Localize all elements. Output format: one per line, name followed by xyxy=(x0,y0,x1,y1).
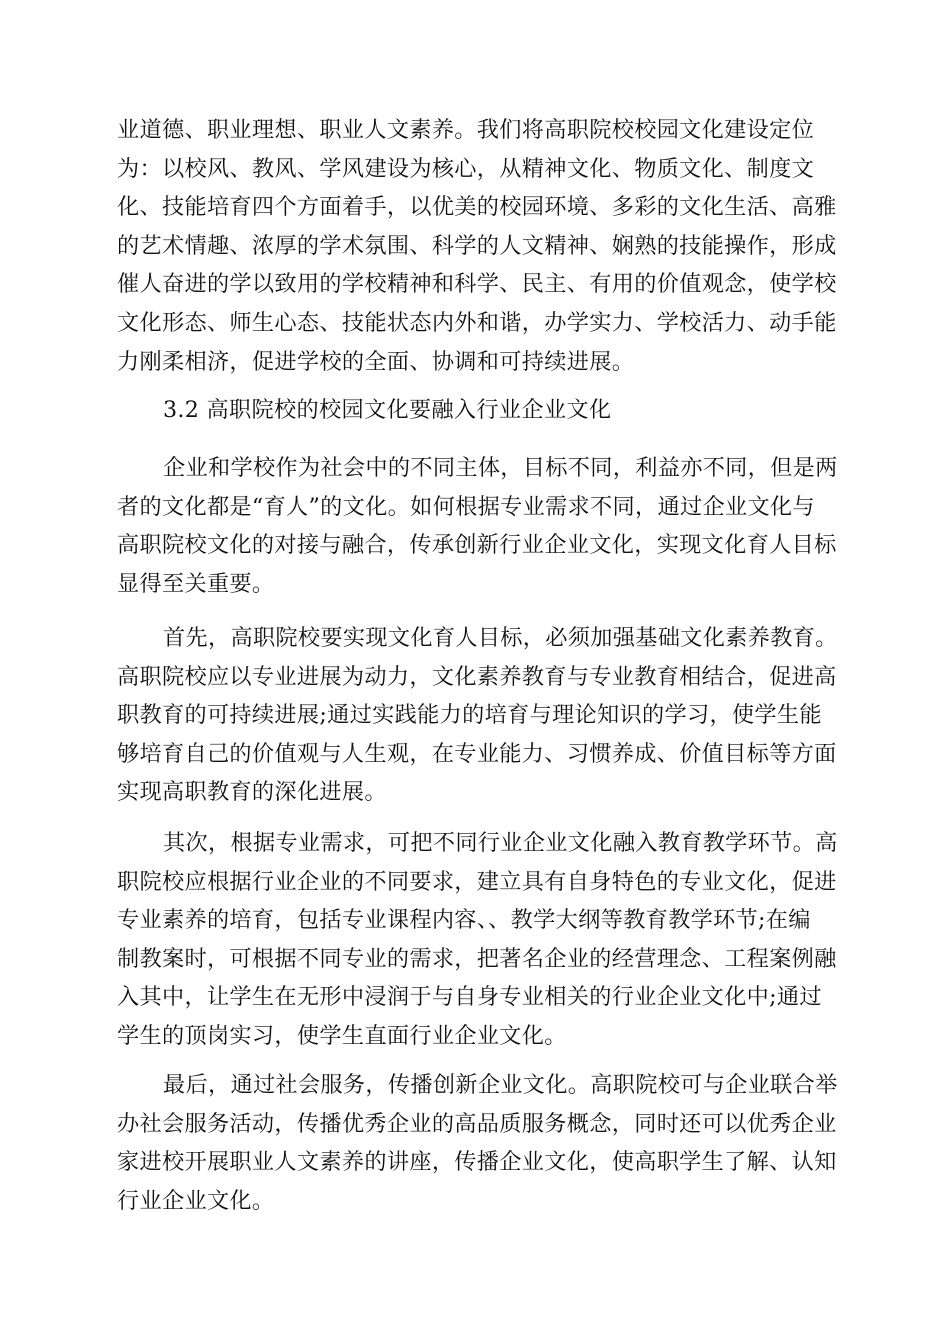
paragraph-line: 显得至关重要。 xyxy=(117,570,275,597)
paragraph-line: 最后，通过社会服务，传播创新企业文化。高职院校可与企业联合举 xyxy=(163,1072,838,1098)
paragraph-line: 的艺术情趣、浓厚的学术氛围、科学的人文精神、娴熟的技能操作，形成 xyxy=(117,232,837,259)
paragraph-line: 行业企业文化。 xyxy=(117,1187,275,1214)
paragraph-line: 高职院校应以专业进展为动力，文化素养教育与专业教育相结合，促进高 xyxy=(117,663,837,690)
paragraph-line: 办社会服务活动，传播优秀企业的高品质服务概念，同时还可以优秀企业 xyxy=(117,1110,837,1137)
paragraph-line: 企业和学校作为社会中的不同主体，目标不同，利益亦不同，但是两 xyxy=(163,455,838,481)
paragraph-line: 者的文化都是“育人”的文化。如何根据专业需求不同，通过企业文化与 xyxy=(117,493,815,520)
paragraph-line: 入其中，让学生在无形中浸润于与自身专业相关的行业企业文化中;通过 xyxy=(117,984,822,1011)
paragraph-5 xyxy=(117,1066,837,1220)
section-heading: 3.2 高职院校的校园文化要融入行业企业文化 xyxy=(163,397,612,423)
paragraph-line: 学生的顶岗实习，使学生直面行业企业文化。 xyxy=(117,1022,567,1049)
paragraph-line: 家进校开展职业人文素养的讲座，传播企业文化，使高职学生了解、认知 xyxy=(117,1149,837,1176)
paragraph-1 xyxy=(117,111,837,381)
paragraph-3 xyxy=(117,619,837,812)
paragraph-line: 专业素养的培育，包括专业课程内容、、教学大纲等教育教学环节;在编 xyxy=(117,907,811,934)
paragraph-line: 职教育的可持续进展;通过实践能力的培育与理论知识的学习，使学生能 xyxy=(117,702,822,729)
paragraph-line: 制教案时，可根据不同专业的需求，把著名企业的经营理念、工程案例融 xyxy=(117,945,837,972)
paragraph-2 xyxy=(117,449,837,603)
paragraph-line: 化、技能培育四个方面着手，以优美的校园环境、多彩的文化生活、高雅 xyxy=(117,194,837,221)
paragraph-line: 力刚柔相济，促进学校的全面、协调和可持续进展。 xyxy=(117,348,635,375)
paragraph-4 xyxy=(117,824,837,1056)
paragraph-line: 够培育自己的价值观与人生观，在专业能力、习惯养成、价值目标等方面 xyxy=(117,740,837,767)
paragraph-line: 其次，根据专业需求，可把不同行业企业文化融入教育教学环节。高 xyxy=(163,830,838,856)
paragraph-line: 业道德、职业理想、职业人文素养。我们将高职院校校园文化建设定位 xyxy=(117,117,815,143)
paragraph-line: 催人奋进的学以致用的学校精神和科学、民主、有用的价值观念，使学校 xyxy=(117,271,837,298)
paragraph-line: 首先，高职院校要实现文化育人目标，必须加强基础文化素养教育。 xyxy=(163,625,838,651)
paragraph-line: 文化形态、师生心态、技能状态内外和谐，办学实力、学校活力、动手能 xyxy=(117,309,837,336)
paragraph-line: 高职院校文化的对接与融合，传承创新行业企业文化，实现文化育人目标 xyxy=(117,532,837,559)
paragraph-line: 职院校应根据行业企业的不同要求，建立具有自身特色的专业文化，促进 xyxy=(117,868,837,895)
paragraph-line: 实现高职教育的深化进展。 xyxy=(117,779,387,806)
paragraph-line: 为：以校风、教风、学风建设为核心，从精神文化、物质文化、制度文 xyxy=(117,155,815,182)
